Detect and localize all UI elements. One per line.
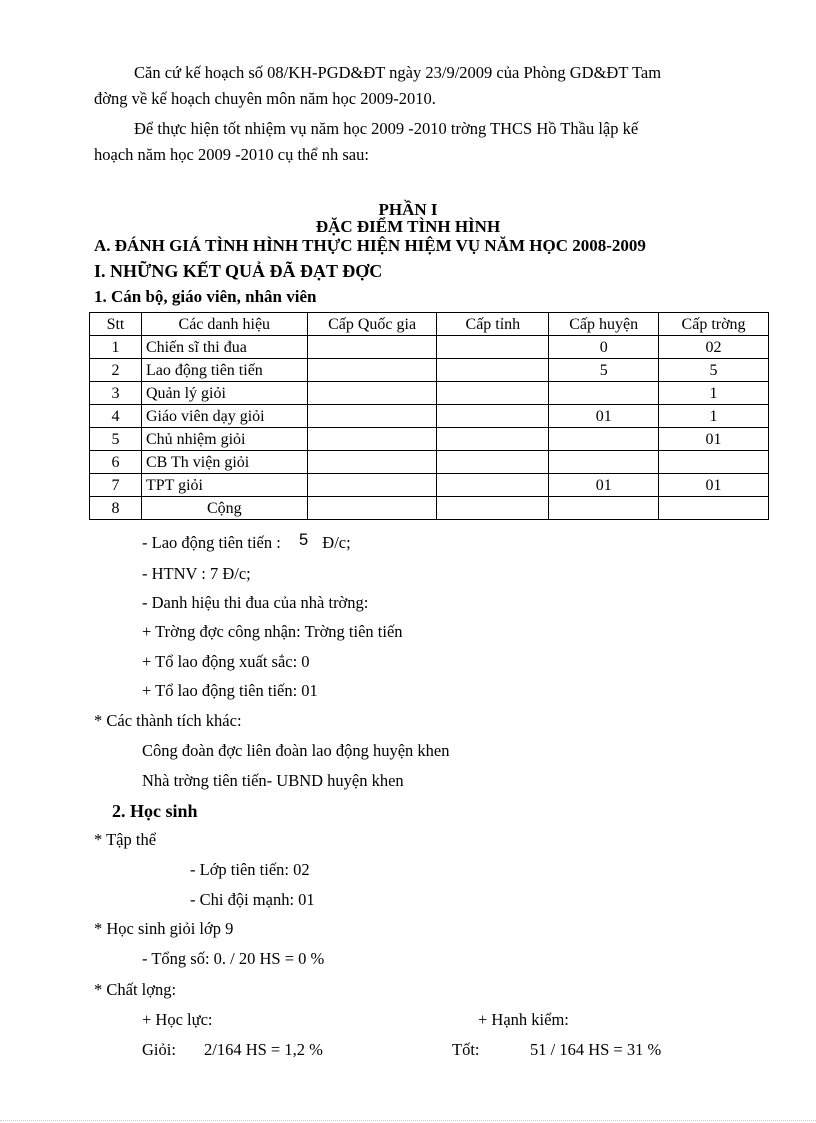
table-cell: Chủ nhiệm giỏi [141,428,307,451]
table-cell: 1 [659,382,769,405]
part-heading: PHẦN I [378,200,438,219]
table-cell: 01 [549,405,659,428]
academic-label: + Học lực: [142,1010,213,1029]
table-cell: 5 [90,428,142,451]
table-cell: Giáo viên dạy giỏi [141,405,307,428]
students-heading: 2. Học sinh [112,801,198,821]
table-cell [437,382,549,405]
header-cell: Các danh hiệu [141,313,307,336]
table-cell [437,474,549,497]
table-cell: 2 [90,359,142,382]
table-cell: 7 [90,474,142,497]
awards-table [89,312,769,520]
table-cell [437,428,549,451]
table-cell: Chiến sĩ thi đua [141,336,307,359]
part-title: ĐẶC ĐIỂM TÌNH HÌNH [315,217,501,236]
table-cell [659,451,769,474]
conduct-excellent-label: Tốt: [452,1040,480,1059]
table-cell: 1 [659,405,769,428]
table-cell: 01 [549,474,659,497]
quality-title: * Chất lợng: [94,980,177,999]
table-row [90,405,769,428]
staff-note-recognition: + Trờng đợc công nhận: Trờng tiên tiến [142,622,403,641]
table-cell [307,497,437,520]
table-cell [437,405,549,428]
table-cell: 6 [90,451,142,474]
table-row [90,428,769,451]
header-cell: Cấp tỉnh [437,313,549,336]
table-cell: 3 [90,382,142,405]
table-cell: 01 [659,428,769,451]
table-cell: 0 [549,336,659,359]
academic-good-value: 2/164 HS = 1,2 % [204,1040,323,1059]
intro-p2-line1: Để thực hiện tốt nhiệm vụ năm học 2009 -2010 trờng THCS Hồ Thầu lập kế [134,119,639,138]
section-a-heading: A. ĐÁNH GIÁ TÌNH HÌNH THỰC HIỆN HIỆM VỤ NĂM HỌC 2008-2009 [94,236,646,255]
table-cell [307,336,437,359]
header-cell: Cấp trờng [659,313,769,336]
staff-note-htnv: - HTNV : 7 Đ/c; [142,564,251,583]
conduct-excellent-value: 51 / 164 HS = 31 % [530,1040,662,1059]
section-i-heading: I. NHỮNG KẾT QUẢ ĐÃ ĐẠT ĐỢC [94,261,383,281]
conduct-label: + Hạnh kiểm: [478,1010,569,1029]
achievements-title: * Các thành tích khác: [94,711,242,730]
header-cell: Stt [90,313,142,336]
table-cell [659,497,769,520]
table-cell: TPT giỏi [141,474,307,497]
staff-note-school-title: - Danh hiệu thi đua của nhà trờng: [142,593,369,612]
table-cell [437,497,549,520]
table-cell: CB Th viện giỏi [141,451,307,474]
table-row [90,497,769,520]
table-cell [307,359,437,382]
table-cell [437,451,549,474]
academic-good-label: Giỏi: [142,1040,176,1059]
gifted-students-total: - Tổng số: 0. / 20 HS = 0 % [142,949,325,968]
table-cell [307,405,437,428]
header-cell: Cấp huyện [549,313,659,336]
header-cell: Cấp Quốc gia [307,313,437,336]
table-cell: Quản lý giỏi [141,382,307,405]
staff-note-advanced-team: + Tổ lao động tiên tiến: 01 [142,681,318,700]
table-cell [549,497,659,520]
intro-p1-line1: Căn cứ kế hoạch số 08/KH-PGD&ĐT ngày 23/9/2009 của Phòng GD&ĐT Tam [134,63,662,82]
table-cell [307,428,437,451]
staff-note-excellent-team: + Tổ lao động xuất sắc: 0 [142,652,310,671]
staff-note-labor-suffix: Đ/c; [322,533,351,552]
table-row [90,451,769,474]
table-row [90,382,769,405]
gifted-students-title: * Học sinh giỏi lớp 9 [94,919,234,938]
table-row [90,359,769,382]
table-cell [307,451,437,474]
table-cell [437,359,549,382]
table-cell: 1 [90,336,142,359]
table-cell [549,428,659,451]
table-cell [549,382,659,405]
intro-p2-line2: hoạch năm học 2009 -2010 cụ thể nh sau: [94,145,369,164]
table-cell [307,382,437,405]
staff-note-labor-prefix: - Lao động tiên tiến : [142,533,281,552]
section-1-heading: 1. Cán bộ, giáo viên, nhân viên [94,287,317,306]
achievement-school: Nhà trờng tiên tiến- UBND huyện khen [142,771,404,790]
table-cell: Cộng [141,497,307,520]
collective-advanced-class: - Lớp tiên tiến: 02 [190,860,310,879]
achievement-union: Công đoàn đợc liên đoàn lao động huyện khen [142,741,450,760]
table-row [90,336,769,359]
staff-note-labor [142,533,351,553]
table-cell: 5 [659,359,769,382]
collective-title: * Tập thể [94,830,157,849]
table-cell [549,451,659,474]
collective-strong-squad: - Chi đội mạnh: 01 [190,890,315,909]
table-cell [307,474,437,497]
table-cell: Lao động tiên tiến [141,359,307,382]
table-cell: 8 [90,497,142,520]
table-cell [437,336,549,359]
staff-note-labor-value: 5 [298,531,309,549]
intro-p1-line2: đờng về kế hoạch chuyên môn năm học 2009-2010. [94,89,436,108]
table-header-row [90,313,769,336]
table-cell: 5 [549,359,659,382]
page-bottom-rule [0,1120,816,1121]
table-cell: 02 [659,336,769,359]
table-cell: 4 [90,405,142,428]
table-row [90,474,769,497]
table-cell: 01 [659,474,769,497]
